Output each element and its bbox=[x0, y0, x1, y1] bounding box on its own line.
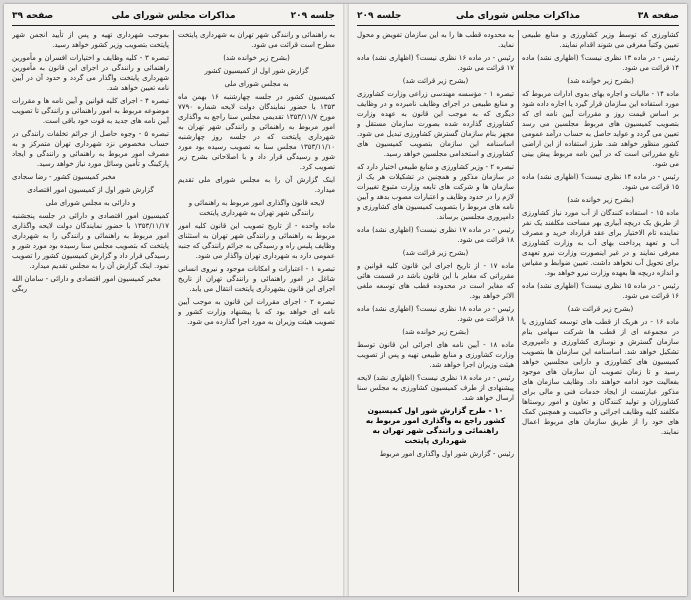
section-heading: ۱۰ - طرح گزارش شور اول کمیسیون کشور راجع به واگذاری امور مربوط به راهنمائی و رانندگی شهر تهران به شهرداری پایتخت bbox=[365, 406, 506, 445]
paragraph: کمیسیون امور اقتصادی و دارائی در جلسه پنجشنبه ۱۳۵۳/۱۱/۱۷ با حضور نمایندگان دولت لایحه واگذاری امور مربوط به راهنمائی و رانندگی را به شهرداری پایتخت که بتصویب مجلس سنا رسیده بود مورد شور و رسیدگی قرار داد و گزارش کمیسیون کشور را تصویب نمود. اینک گزارش آن را به مجلس تقدیم میدارد. bbox=[12, 212, 169, 270]
column-divider bbox=[173, 30, 174, 592]
signature-line: مخبر کمیسیون امور اقتصادی و دارائی - سامان الله ربگی bbox=[12, 275, 161, 293]
paragraph: ماده ۱۶ - در هریک از قطب های توسعه کشاورزی یا در مجموعه ای از قطب ها شرکت سهامی بنام سازمان گسترش و نوسازی کشاورزی و دامپروری تشکیل خواهد شد. اساسنامه این سازمان ها بتصویب کمیسیون های کشاورزی و دارایی مجلسین خواهد رسید و تا زمان تصویب آن سازمان های موجود بفعالیت خود ادامه خواهند داد. وظایف سازمان های مذکور عبارتست از ایجاد خدمات فنی و مالی برای کشاورزان و تولید کنندگان و تعاون و امور روستاها مکلفند کلیه وظایف اجرائی و حاکمیت و همچنین کمک های خود را از طریق سازمان های مربوط اعمال نمایند. bbox=[522, 318, 679, 436]
text-column-right bbox=[178, 30, 335, 592]
centered-note: به مجلس شورای ملی bbox=[224, 80, 289, 88]
session-label: جلسه ۲۰۹ bbox=[290, 11, 335, 21]
text-column-left bbox=[12, 30, 169, 592]
header-title: مذاکرات مجلس شورای ملی bbox=[455, 11, 581, 21]
paragraph: به محدوده قطب ها را به این سازمان تفویض و محول نماید. bbox=[357, 31, 514, 49]
centered-note: لایحه قانون واگذاری امور مربوط به راهنمائی و رانندگی شهر تهران به شهرداری پایتخت bbox=[188, 199, 325, 217]
paragraph: رئیس - در ماده ۱۴ نظری نیست؟ (اظهاری نشد) ماده ۱۵ قرائت می شود. bbox=[522, 173, 679, 191]
centered-note: گزارش شور اول از کمیسیون امور اقتصادی bbox=[27, 186, 154, 194]
centered-note: گزارش شور اول از کمیسیون کشور bbox=[204, 67, 309, 75]
signature-line: مخبر کمیسیون کشور - رضا سجادی bbox=[12, 173, 116, 181]
paragraph: تبصره ۱ - مؤسسه مهندسی زراعی وزارت کشاورزی و منابع طبیعی در اجرای وظایف نامبرده و در وظایف دیگری که به موجب این قانون به عهده وزارت کشاورزی گذارده شده بصورت سازمان مستقل و مجهز بنام سازمان گسترش کشاورزی تبدیل می شود. اساسنامه این سازمان بتصویب کمیسیون های کشاورزی و استخدامی مجلسین خواهد رسید. bbox=[357, 90, 514, 158]
paragraph: بموجب شهرداری تهیه و پس از تأیید انجمن شهر پایتخت بتصویب وزیر کشور خواهد رسید. bbox=[12, 31, 169, 49]
page-39 bbox=[4, 4, 343, 596]
paragraph: رئیس - در ماده ۱۸ نظری نیست؟ (اظهاری نشد) لایحه پیشنهادی از طرف کمیسیون کشاورزی به مجلس سنا ارسال خواهد شد. bbox=[357, 374, 514, 402]
centered-note: (بشرح زیر خوانده شد) bbox=[402, 328, 469, 336]
header-title: مذاکرات مجلس شورای ملی bbox=[111, 11, 236, 21]
page-body bbox=[12, 30, 335, 592]
paragraph: تبصره ۲ - اجرای مقررات این قانون به موجب آیین نامه ای خواهد بود که با پیشنهاد وزارت کشور و تصویب هیئت وزیران به مورد اجرا گذارده می شود. bbox=[178, 298, 335, 326]
paragraph: ماده ۱۸ - آیین نامه های اجرائی این قانون توسط وزارت کشاورزی و منابع طبیعی تهیه و پس از تصویب هیئت وزیران اجرا خواهد شد. bbox=[357, 341, 514, 369]
paragraph: رئیس - گزارش شور اول واگذاری امور مربوط bbox=[379, 450, 514, 458]
page-header bbox=[12, 9, 335, 26]
centered-note: (بشرح زیر قرائت شد) bbox=[402, 249, 469, 257]
page-number: صفحه ۳۸ bbox=[637, 11, 679, 21]
paragraph: ماده ۱۵ - استفاده کنندگان از آب مورد نیاز کشاورزی از طریق یک دریچه آبیاری بهر مساحت مکلفند یک نفر نماینده تام الاختیار برای عقد قرارداد خرید و مصرف آب و تعهد پرداخت بهای آب به وزارت کشاورزی معرفی نمایند و در غیر اینصورت وزارت نیرو تعهدی برای تحویل آب نخواهد داشت. تعیین ضوابط و مقیاس و اندازه دریچه ها بعهده وزارت نیرو خواهد بود. bbox=[522, 209, 679, 277]
document-spread bbox=[4, 4, 687, 596]
paragraph: تبصره ۵ - وجوه حاصل از جرائم تخلفات رانندگی در حساب مخصوص نزد شهرداری تهران متمرکز و به مصرف امور مربوط به راهنمائی و رانندگی و ایجاد پارکینگ و تأمین وسائل مورد نیاز خواهد رسید. bbox=[12, 130, 169, 168]
page-header bbox=[357, 9, 679, 26]
text-column-left bbox=[357, 30, 514, 592]
centered-note: (بشرح زیر قرائت شد) bbox=[402, 77, 469, 85]
centered-note: (بشرح زیر خوانده شد) bbox=[567, 77, 634, 85]
paragraph: ماده ۱۴ - مالیات و اجاره بهای بدوی ادارات مربوط که مورد استفاده این سازمان قرار گیرد یا اجاره داده شود بر اساس قیمت روز و مقررات آیین نامه ای که بتصویب کمیسیون های مربوط مجلسین می رسد تعیین می گردد و عواید حاصل به حساب درآمد عمومی کشور منظور خواهد شد. طرز استفاده از این اراضی تابع مقرراتی است که در آیین نامه مربوط پیش بینی می شود. bbox=[522, 90, 679, 168]
paragraph: تبصره ۲ - وزیر کشاورزی و منابع طبیعی اختیار دارد که در سازمان مذکور و همچنین در تشکیلات هر یک از سازمان ها و شرکت های تابعه وزارت متبوع تغییرات لازم را در حدود وظایف و اعتبارات مصوب بدهد و آیین نامه های مربوط را بتصویب کمیسیون های کشاورزی و دامپروری مجلسین برساند. bbox=[357, 163, 514, 221]
paragraph: رئیس - در ماده ۱۳ نظری نیست؟ (اظهاری نشد) ماده ۱۴ قرائت می شود. bbox=[522, 54, 679, 72]
paragraph: رئیس - در ماده ۱۶ نظری نیست؟ (اظهاری نشد) ماده ۱۷ قرائت می شود. bbox=[357, 54, 514, 72]
page-38 bbox=[349, 4, 687, 596]
centered-note: (بشرح زیر خوانده شد) bbox=[223, 54, 290, 62]
paragraph: رئیس - در ماده ۱۵ نظری نیست؟ (اظهاری نشد) ماده ۱۶ قرائت می شود. bbox=[522, 282, 679, 300]
centered-note: (بشرح زیر قرائت شد) bbox=[567, 305, 634, 313]
paragraph: تبصره ۳ - کلیه وظایف و اختیارات افسران و مأمورین راهنمائی و رانندگی در اجرای این قانون به مأمورین شهرداری پایتخت واگذار می گردد و حدود آن در آیین نامه تعیین خواهد شد. bbox=[12, 54, 169, 92]
paragraph: رئیس - در ماده ۱۷ نظری نیست؟ (اظهاری نشد) ماده ۱۸ قرائت می شود. bbox=[357, 226, 514, 244]
centered-note: و دارائی به مجلس شورای ملی bbox=[45, 199, 136, 207]
centered-note: (بشرح زیر خوانده شد) bbox=[567, 196, 634, 204]
page-number: صفحه ۳۹ bbox=[12, 11, 54, 21]
paragraph: اینک گزارش آن را به مجلس شورای ملی تقدیم میدارد. bbox=[178, 176, 335, 194]
page-body bbox=[357, 30, 679, 592]
text-column-right bbox=[522, 30, 679, 592]
paragraph: ماده ۱۷ - از تاریخ اجرای این قانون کلیه قوانین و مقرراتی که مغایر با این قانون باشد در قسمت هائی که مغایر است در محدوده قطب های توسعه ملغی الاثر خواهد بود. bbox=[357, 262, 514, 300]
paragraph: ماده واحده - از تاریخ تصویب این قانون کلیه امور مربوط به راهنمائی و رانندگی شهر تهران به استثنای وظایف پلیس راه و رسیدگی به جرائم رانندگی که جنبه عمومی دارد به شهرداری تهران واگذار می شود. bbox=[178, 222, 335, 260]
paragraph: رئیس - در ماده ۱۸ نظری نیست؟ (اظهاری نشد) ماده ۱۸ قرائت می شود. bbox=[357, 305, 514, 323]
paragraph: کمیسیون کشور در جلسه چهارشنبه ۱۶ بهمن ماه ۱۳۵۳ با حضور نمایندگان دولت لایحه شماره ۷۷۹۰ مورخ ۱۳۵۳/۱۱/۷ تقدیمی مجلس سنا راجع به واگذاری امور مربوط به راهنمائی و رانندگی شهر تهران به شهرداری پایتخت که در جلسه روز چهارشنبه ۱۳۵۳/۱۱/۱۰ مجلس سنا به تصویب رسیده بود مورد شور و رسیدگی قرار داد و با اصلاحاتی بشرح زیر تصویب کرد. bbox=[178, 93, 335, 171]
paragraph: تبصره ۴ - اجرای کلیه قوانین و آیین نامه ها و مقررات موضوعه مربوط به امور راهنمائی و رانندگی تا تصویب آیین نامه های جدید به قوت خود باقی است. bbox=[12, 97, 169, 125]
column-divider bbox=[518, 30, 519, 592]
paragraph: کشاورزی که توسط وزیر کشاورزی و منابع طبیعی تعیین وکتباً معرفی می شوند اقدام نمایند. bbox=[522, 31, 679, 49]
session-label: جلسه ۲۰۹ bbox=[357, 11, 402, 21]
paragraph: به راهنمائی و رانندگی شهر تهران به شهرداری پایتخت مطرح است قرائت می شود. bbox=[178, 31, 335, 49]
paragraph: تبصره ۱ - اعتبارات و امکانات موجود و نیروی انسانی شاغل در امور راهنمائی و رانندگی تهران از تاریخ اجرای این قانون بشهرداری پایتخت انتقال می یابد. bbox=[178, 265, 335, 293]
